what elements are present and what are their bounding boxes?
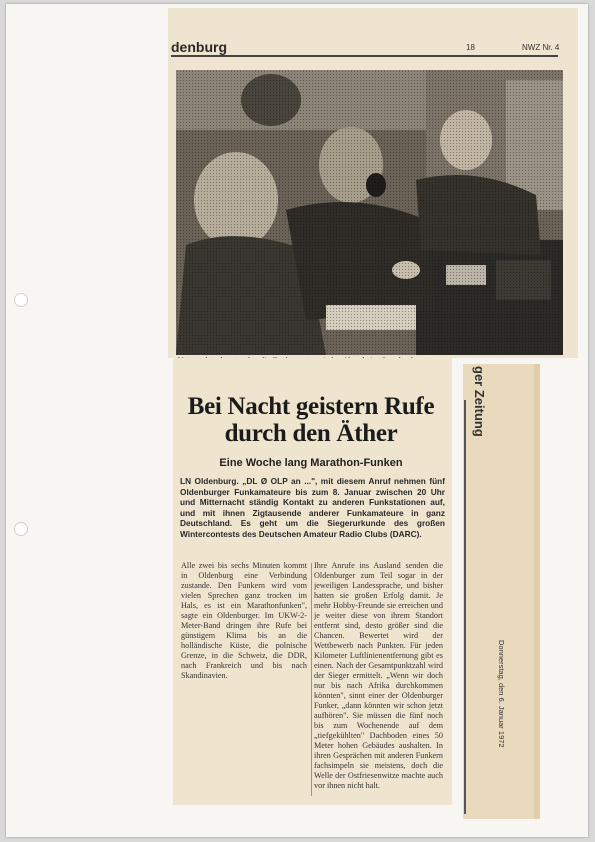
issue-number: NWZ Nr. 4 [522,43,560,52]
paper-title-text: ger Zeitung [472,366,487,437]
masthead: denburg [171,39,227,55]
column-divider [311,563,312,796]
article-column-1: Alle zwei bis sechs Minuten kommt in Oldenburg eine Verbindung zustande. Den Funkern wird vom vielen Sprechen ganz trocken im Hals, es ist ein Marathonfunken", sagte ein Oldenburger. Im UKW-2-Meter-Band dringen ihre Rufe bei günstigem Klima bis an die holländische Küste, die polnische Grenze, in die Schweiz, die DDR, nach Frankreich und bis nach Skandinavien. [181,561,307,680]
article-headline: Bei Nacht geistern Rufe durch den Äther [187,393,435,447]
news-photo-radio-amateurs [176,70,563,355]
header-rule [171,55,558,57]
paper-title-vertical [473,366,487,452]
publication-date-vertical [496,640,506,780]
date-strip-rule [464,400,466,814]
punch-hole-top [14,293,28,307]
article-subheadline: Eine Woche lang Marathon-Funken [219,457,403,469]
punch-hole-bottom [14,522,28,536]
publication-date-text: Donnerstag, den 6. Januar 1972 [497,640,506,748]
article-column-2: Ihre Anrufe ins Ausland senden die Oldenburger zum Teil sogar in der jeweiligen Landessprache, und bisher hatten sie großen Erfolg damit. Je mehr Hobby-Freunde sie erreichen und je weiter diese von ihrem Standort entfernt sind, desto größer sind die Chancen. Bewertet wird der Wettbewerb nach Punkten. Für jeden Kilometer Luftlinienentfernung gibt es einen. Nach der Gesamtpunktzahl wird der Sieger ermittelt. „Wenn wir doch nur bis nach Afrika durchkommen könnten", sinnt einer der Oldenburger Funker, „dann könnten wir schon jetzt aufhören". Sie müssen die fünf noch bis zum Wochenende auf dem „tiefgekühlten" Dachboden eines 50 Meter hohen Gebäudes aushalten. In ihren Gesprächen mit anderen Funkern fachsimpeln sie meistens, doch die Welle der Ostfriesenwitze machte auch vor ihnen nicht halt. [314,561,443,790]
article-lead: LN Oldenburg. „DL Ø OLP an ...", mit diesem Anruf nehmen fünf Oldenburger Funkamateure bis zum 8. Januar zwischen 20 Uhr und Mitternacht ständig Kontakt zu anderen Funkstationen auf, und mit ihnen Zigtausende anderer Funkamateure in ganz Deutschland. Es geht um die Siegerurkunde des großen Wintercontests des Deutschen Amateur Radio Clubs (DARC). [180,476,445,539]
page-number: 18 [466,43,475,52]
